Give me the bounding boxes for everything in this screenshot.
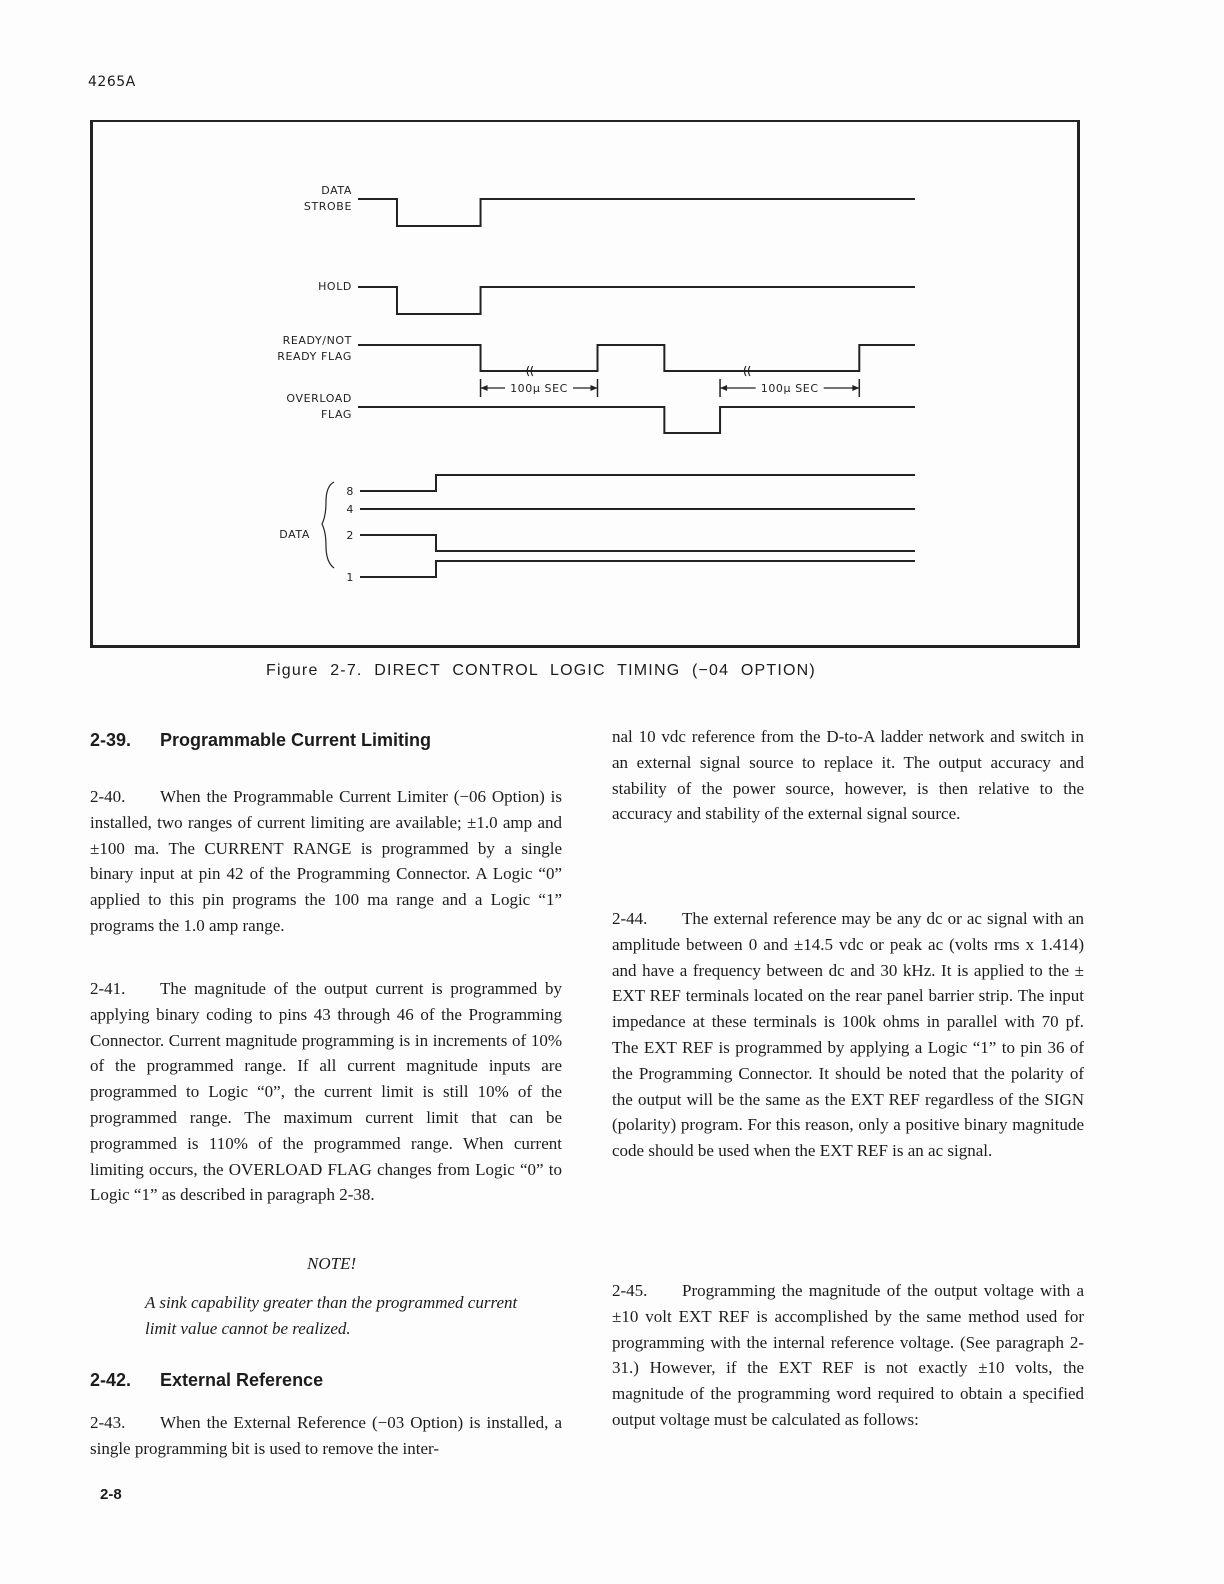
data-bit-1-waveform (360, 561, 915, 577)
data-strobe-label: DATA (321, 184, 352, 197)
ready-not-ready-flag-label: READY/NOT (282, 334, 352, 347)
section-number: 2-39. (90, 730, 132, 750)
section-title: External Reference (160, 1370, 324, 1390)
paragraph-2-44 (612, 906, 1084, 1164)
paragraph-text: When the Programmable Current Limiter (−06 Option) is installed, two ranges of current limiting are available; ±1.0 amp and ±100 ma. The CURRENT RANGE is programmed by a single binary input at pin 42 of the Programming Connector. A Logic “0” applied to this pin programs the 100 ma range and a Logic “1” programs the 1.0 amp range. (90, 787, 562, 935)
arrowhead-right-icon (852, 385, 859, 391)
paragraph-2-41 (90, 976, 562, 1208)
page-number: 2-8 (100, 1486, 122, 1503)
note-title: NOTE! (307, 1254, 357, 1273)
paragraph-2-43 (90, 1410, 562, 1462)
data-bit-8-waveform (360, 475, 915, 491)
ready-not-ready-flag-waveform (358, 345, 915, 371)
paragraph-2-45 (612, 1278, 1084, 1433)
arrowhead-right-icon (591, 385, 598, 391)
paragraph-number: 2-41. (90, 979, 126, 998)
paragraph-number: 2-43. (90, 1413, 126, 1432)
interval-label: 100μ SEC (760, 382, 819, 395)
section-title: Programmable Current Limiting (160, 730, 432, 750)
data-bit-1-label: 1 (346, 571, 354, 584)
timing-diagram (90, 120, 1080, 648)
arrowhead-left-icon (481, 385, 488, 391)
paragraph-text: The external reference may be any dc or ac signal with an amplitude between 0 and ±14.5 vdc or peak ac (volts rms x 1.414) and have a frequency between dc and 30 kHz. It is applied to the ± EXT REF terminals located on the rear panel barrier strip. The input impedance at these terminals is 100k ohms in parallel with 70 pf. The EXT REF is programmed by applying a Logic “1” to pin 36 of the Programming Connector. It should be noted that the polarity of the output will be the same as the EXT REF regardless of the SIGN (polarity) program. For this reason, only a positive binary magnitude code should be used when the EXT REF is an ac signal. (612, 909, 1084, 1161)
paragraph-text: When the External Reference (−03 Option) is installed, a single programming bit is used to remove the inter- (90, 1413, 562, 1458)
hold-label: HOLD (318, 280, 352, 293)
paragraph-number: 2-45. (612, 1281, 648, 1300)
paragraph-text: The magnitude of the output current is programmed by applying binary coding to pins 43 through 46 of the Programming Connector. Current magnitude programming is in increments of 10% of the programmed range. If all current magnitude inputs are programmed to Logic “0”, the current limit is still 10% of the programmed range. The maximum current limit that can be programmed is 110% of the programmed range. When current limiting occurs, the OVERLOAD FLAG changes from Logic “0” to Logic “1” as described in paragraph 2-38. (90, 979, 562, 1205)
figure-caption: Figure 2-7. DIRECT CONTROL LOGIC TIMING (−04 OPTION) (266, 662, 816, 679)
hold-waveform (358, 287, 915, 314)
paragraph-text: nal 10 vdc reference from the D-to-A ladder network and switch in an external signal source to replace it. The output accuracy and stability of the power source, however, is then relative to the accuracy and stability of the external signal source. (612, 727, 1084, 824)
data-bus-label: DATA (279, 528, 310, 541)
paragraph-number: 2-44. (612, 909, 648, 928)
overload-flag-label: FLAG (321, 408, 352, 421)
section-heading-external-reference (90, 1370, 323, 1391)
paragraph-text: Programming the magnitude of the output voltage with a ±10 volt EXT REF is accomplished by the same method used for programming with the internal reference voltage. (See paragraph 2-31.) However, if the EXT REF is not exactly ±10 volts, the magnitude of the programming word required to obtain a specified output voltage must be calculated as follows: (612, 1281, 1084, 1429)
arrowhead-left-icon (720, 385, 727, 391)
data-bit-2-label: 2 (346, 529, 354, 542)
note-body: A sink capability greater than the programmed current limit value cannot be realized. (145, 1293, 518, 1338)
data-strobe-label: STROBE (303, 200, 352, 213)
overload-flag-waveform (358, 407, 915, 433)
interval-label: 100μ SEC (510, 382, 568, 395)
ready-not-ready-flag-label: READY FLAG (277, 350, 352, 363)
paragraph-2-40 (90, 784, 562, 939)
data-strobe-waveform (358, 199, 915, 226)
section-heading-current-limiting (90, 730, 431, 751)
data-bit-2-waveform (360, 535, 915, 551)
data-bit-8-label: 8 (346, 485, 354, 498)
brace-icon (322, 482, 334, 568)
paragraph-2-43-continued (612, 724, 1084, 827)
data-bit-4-label: 4 (346, 503, 354, 516)
paragraph-number: 2-40. (90, 787, 126, 806)
section-number: 2-42. (90, 1370, 132, 1390)
document-model-number: 4265A (88, 74, 136, 90)
overload-flag-label: OVERLOAD (286, 392, 352, 405)
